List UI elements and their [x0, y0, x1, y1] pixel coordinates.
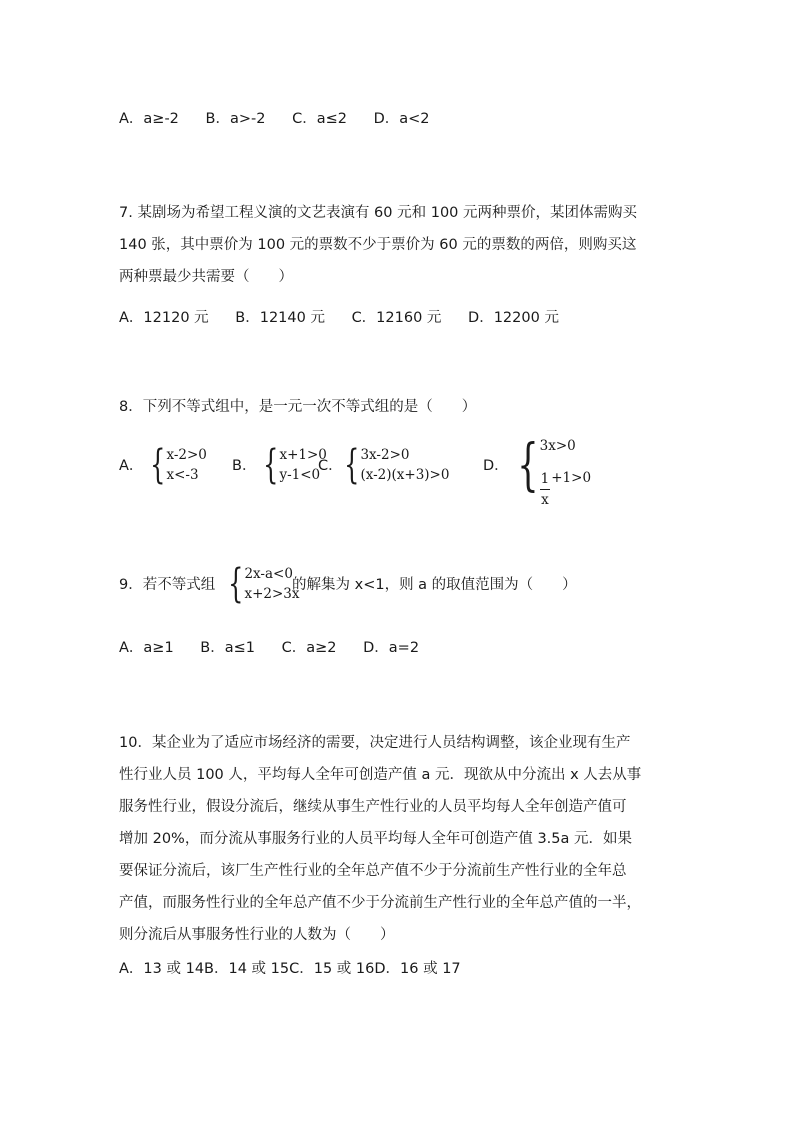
inequality: x-2>0 — [166, 447, 207, 463]
inequality: x+2>3x — [244, 586, 300, 602]
q8-option-c-label[interactable]: C． — [318, 458, 343, 474]
inequality: y-1<0 — [279, 467, 321, 483]
q10-option-c[interactable]: C．15 或 16 — [289, 961, 375, 977]
q8-option-a-system[interactable] — [140, 442, 207, 488]
q7-stem-line: 7. 某剧场为希望工程义演的文艺表演有 60 元和 100 元两种票价，某团体需购买 — [119, 205, 638, 221]
inequality — [540, 460, 592, 508]
inequality: x+1>0 — [279, 447, 327, 463]
left-brace-icon: { — [263, 442, 279, 488]
q6-option-c[interactable]: C．a≤2 — [292, 111, 347, 127]
q7-option-a[interactable]: A．12120 元 — [119, 310, 209, 326]
inequality: (x-2)(x+3)>0 — [360, 467, 450, 483]
q7-option-c[interactable]: C．12160 元 — [351, 310, 442, 326]
fraction-denominator: x — [541, 491, 549, 508]
inequality: 2x-a<0 — [244, 566, 293, 582]
q10-option-d[interactable]: D．16 或 17 — [374, 961, 461, 977]
q9-options — [119, 638, 441, 658]
q7-option-b[interactable]: B．12140 元 — [235, 310, 325, 326]
q9-stem-prefix: 9．若不等式组 — [119, 577, 216, 593]
q6-option-d[interactable]: D．a<2 — [373, 111, 430, 127]
q9-option-b[interactable]: B．a≤1 — [200, 640, 256, 656]
left-brace-icon: { — [150, 442, 166, 488]
left-brace-icon: { — [228, 561, 244, 607]
q10-stem — [119, 727, 679, 951]
inequality-rest: +1>0 — [551, 470, 592, 486]
q10-options — [119, 959, 461, 979]
inequality: 3x>0 — [539, 438, 576, 454]
left-brace-icon: { — [344, 442, 360, 488]
q7-option-d[interactable]: D．12200 元 — [468, 310, 559, 326]
q8-option-c-system[interactable] — [334, 442, 450, 488]
q10-stem-line: 产值，而服务性行业的全年总产值不少于分流前生产性行业的全年总产值的一半， — [119, 895, 641, 911]
fraction-numerator: 1 — [540, 469, 551, 490]
fraction — [540, 469, 551, 508]
q8-option-a-label[interactable]: A． — [119, 458, 144, 474]
q6-option-a[interactable]: A．a≥-2 — [119, 111, 179, 127]
q9-option-a[interactable]: A．a≥1 — [119, 640, 174, 656]
q10-stem-line: 要保证分流后，该厂生产性行业的全年总产值不少于分流前生产性行业的全年总 — [119, 863, 627, 879]
q8-option-d-system[interactable] — [503, 433, 592, 508]
q7-stem — [119, 197, 679, 293]
inequality: x<-3 — [166, 467, 199, 483]
q8-option-d-label[interactable]: D． — [483, 458, 509, 474]
q9-stem-suffix: 的解集为 x<1，则 a 的取值范围为（ ） — [292, 577, 577, 593]
q10-option-b[interactable]: B．14 或 15 — [204, 961, 290, 977]
q6-option-b[interactable]: B．a>-2 — [205, 111, 266, 127]
q7-stem-line: 两种票最少共需要（ ） — [119, 269, 293, 285]
q10-stem-line: 则分流后从事服务性行业的人数为（ ） — [119, 927, 395, 943]
q7-stem-line: 140 张，其中票价为 100 元的票数不少于票价为 60 元的票数的两倍，则购买这 — [119, 237, 637, 253]
q8-stem: 8．下列不等式组中，是一元一次不等式组的是（ ） — [119, 399, 477, 415]
q6-options — [119, 109, 452, 129]
q10-option-a[interactable]: A．13 或 14 — [119, 961, 205, 977]
q7-options — [119, 308, 581, 328]
left-brace-icon: { — [517, 433, 539, 498]
q8-option-b-system[interactable] — [253, 442, 327, 488]
q9-option-c[interactable]: C．a≥2 — [281, 640, 337, 656]
inequality: 3x-2>0 — [360, 447, 410, 463]
q10-stem-line: 10．某企业为了适应市场经济的需要，决定进行人员结构调整，该企业现有生产 — [119, 735, 631, 751]
q10-stem-line: 性行业人员 100 人，平均每人全年可创造产值 a 元．现欲从中分流出 x 人去从事 — [119, 767, 642, 783]
q9-system — [218, 561, 300, 607]
q10-stem-line: 服务性行业，假设分流后，继续从事生产性行业的人员平均每人全年创造产值可 — [119, 799, 627, 815]
q9-option-d[interactable]: D．a=2 — [363, 640, 420, 656]
q8-option-b-label[interactable]: B． — [232, 458, 257, 474]
q10-stem-line: 增加 20%，而分流从事服务行业的人员平均每人全年可创造产值 3.5a 元．如果 — [119, 831, 632, 847]
